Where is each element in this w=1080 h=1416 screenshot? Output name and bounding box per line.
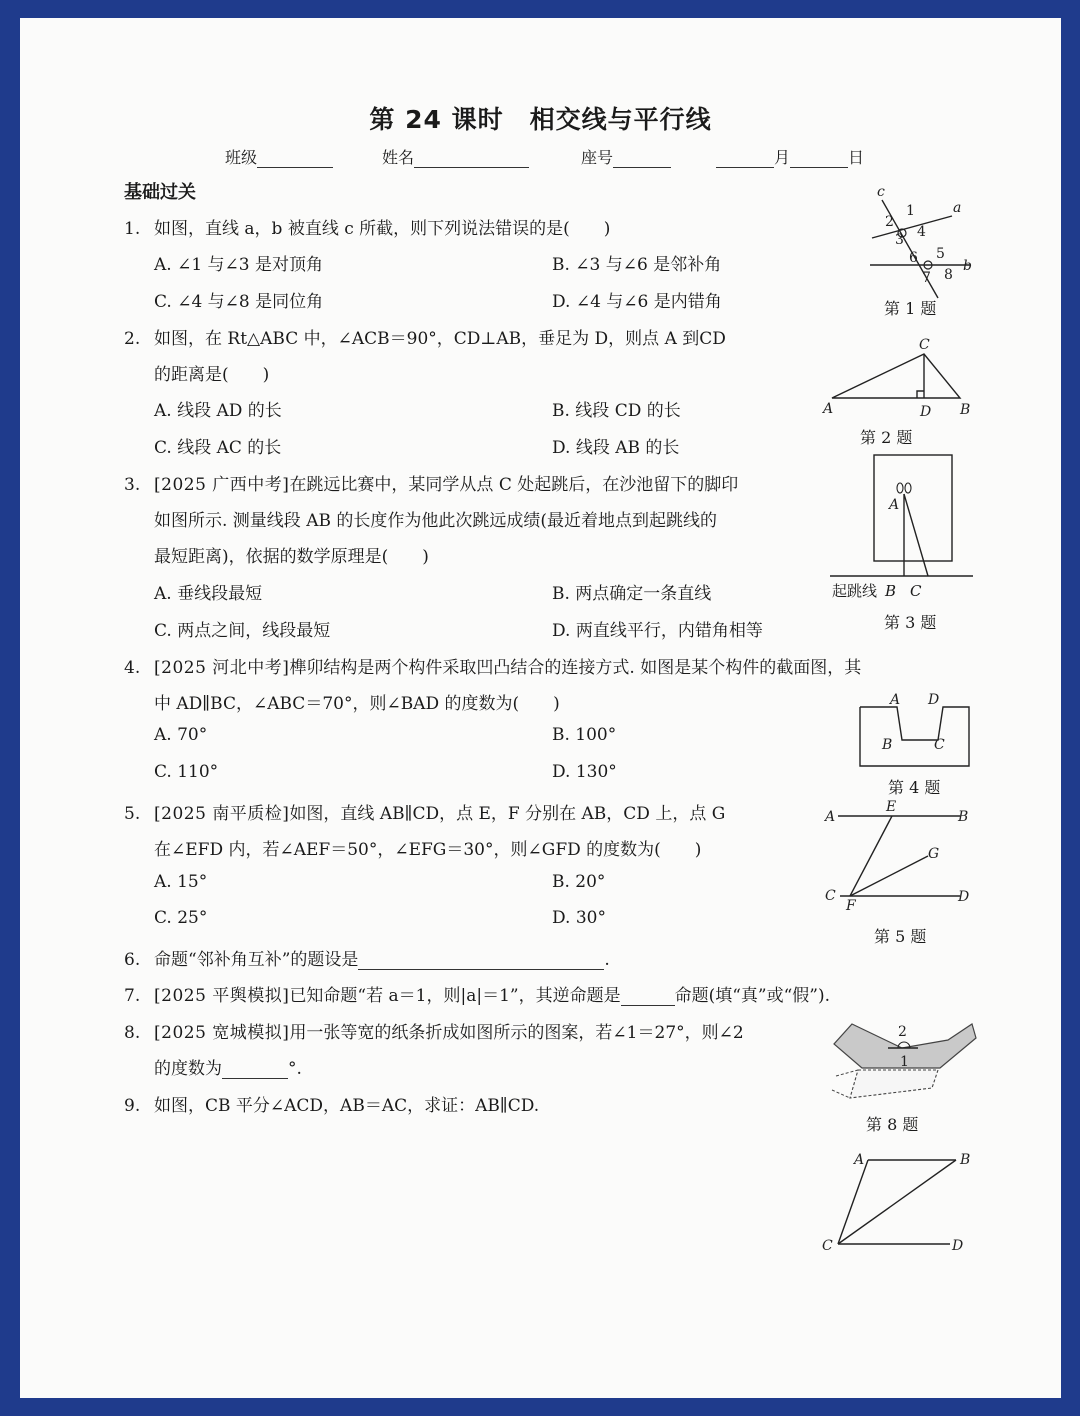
label: 1 bbox=[906, 203, 915, 219]
label: A bbox=[854, 1152, 865, 1168]
label: 2 bbox=[885, 214, 894, 230]
segment-cb bbox=[838, 1160, 956, 1244]
label: 8 bbox=[944, 267, 953, 283]
figure-3-caption: 第 3 题 bbox=[884, 613, 937, 632]
option-b[interactable]: B. 两点确定一条直线 bbox=[552, 584, 712, 604]
figure-8-folded-strip bbox=[828, 1018, 978, 1113]
label: B bbox=[960, 1152, 971, 1168]
option-c[interactable]: C. 110° bbox=[154, 762, 219, 782]
option-a[interactable]: A. ∠1 与∠3 是对顶角 bbox=[154, 255, 324, 275]
figure-2-right-triangle bbox=[820, 336, 980, 426]
month-label: 月 bbox=[774, 148, 791, 167]
label: E bbox=[886, 799, 897, 815]
label: 5 bbox=[936, 246, 945, 262]
figure-3-start-line-label: 起跳线 B C bbox=[832, 582, 922, 600]
option-c[interactable]: C. 两点之间，线段最短 bbox=[154, 621, 331, 641]
option-d[interactable]: D. 两直线平行，内错角相等 bbox=[552, 621, 763, 641]
question-5-line2: 在∠EFD 内，若∠AEF＝50°，∠EFG＝30°，则∠GFD 的度数为( ) bbox=[154, 840, 702, 860]
component-outline bbox=[860, 707, 969, 766]
figure-2-caption: 第 2 题 bbox=[860, 428, 913, 447]
right-angle-mark bbox=[917, 391, 924, 398]
option-b[interactable]: B. 100° bbox=[552, 725, 617, 745]
question-6: 6. 命题“邻补角互补”的题设是 . bbox=[124, 950, 610, 970]
option-c[interactable]: C. 线段 AC 的长 bbox=[154, 438, 282, 458]
section-heading: 基础过关 bbox=[124, 182, 196, 203]
name-field bbox=[382, 145, 529, 168]
option-a[interactable]: A. 15° bbox=[154, 872, 208, 892]
label: C bbox=[822, 1238, 833, 1254]
footprint bbox=[897, 483, 903, 493]
class-blank[interactable] bbox=[257, 151, 333, 168]
question-8-line2: 的度数为 °. bbox=[154, 1059, 302, 1079]
label: B bbox=[958, 809, 969, 825]
day-blank[interactable] bbox=[790, 151, 848, 168]
label: G bbox=[928, 846, 940, 862]
figure-8-caption: 第 8 题 bbox=[866, 1115, 919, 1134]
name-blank[interactable] bbox=[414, 151, 529, 168]
segment-ac bbox=[838, 1160, 868, 1244]
option-c[interactable]: C. ∠4 与∠8 是同位角 bbox=[154, 292, 324, 312]
figure-9-quadrilateral bbox=[820, 1148, 980, 1258]
option-b[interactable]: B. 线段 CD 的长 bbox=[552, 401, 681, 421]
month-blank[interactable] bbox=[716, 151, 774, 168]
question-4: 4. [2025 河北中考]榫卯结构是两个构件采取凹凸结合的连接方式. 如图是某个构件的截面图，其 bbox=[124, 658, 862, 678]
answer-blank[interactable] bbox=[358, 953, 604, 970]
label: B bbox=[960, 402, 971, 418]
figure-1-intersecting-lines bbox=[860, 186, 980, 296]
option-d[interactable]: D. 30° bbox=[552, 908, 606, 928]
segment-fg bbox=[850, 856, 928, 896]
label: C bbox=[919, 337, 930, 353]
strip-edge bbox=[836, 1070, 858, 1076]
question-2: 2. 如图，在 Rt△ABC 中，∠ACB＝90°，CD⊥AB，垂足为 D，则点 A 到CD bbox=[124, 329, 726, 349]
label: c bbox=[877, 184, 885, 200]
seat-label: 座号 bbox=[581, 148, 614, 167]
class-label: 班级 bbox=[225, 148, 258, 167]
question-3-line3: 最短距离)，依据的数学原理是( ) bbox=[154, 547, 429, 567]
line-a bbox=[872, 216, 952, 238]
strip-edge bbox=[832, 1090, 850, 1098]
option-c[interactable]: C. 25° bbox=[154, 908, 208, 928]
question-3-line2: 如图所示. 测量线段 AB 的长度作为他此次跳远成绩(最近着地点到起跳线的 bbox=[154, 511, 718, 531]
label: D bbox=[952, 1238, 964, 1254]
segment-ac bbox=[904, 494, 928, 576]
label: 6 bbox=[909, 250, 918, 266]
worksheet-page bbox=[20, 18, 1061, 1398]
name-label: 姓名 bbox=[382, 148, 415, 167]
question-3: 3. [2025 广西中考]在跳远比赛中，某同学从点 C 处起跳后，在沙池留下的脚印 bbox=[124, 475, 739, 495]
label: A bbox=[823, 401, 834, 417]
question-1: 1. 如图，直线 a，b 被直线 c 所截，则下列说法错误的是( ) bbox=[124, 219, 611, 239]
triangle-abc bbox=[832, 354, 960, 398]
segment-ef bbox=[850, 816, 892, 896]
label: 3 bbox=[895, 232, 904, 248]
day-label: 日 bbox=[848, 148, 865, 167]
label: D bbox=[920, 404, 932, 420]
figure-1-caption: 第 1 题 bbox=[884, 299, 937, 318]
figure-3-long-jump bbox=[828, 450, 978, 580]
question-2-line2: 的距离是( ) bbox=[154, 365, 270, 385]
label: B bbox=[882, 737, 893, 753]
seat-field bbox=[581, 145, 671, 168]
option-a[interactable]: A. 垂线段最短 bbox=[154, 584, 263, 604]
option-a[interactable]: A. 线段 AD 的长 bbox=[154, 401, 282, 421]
date-field bbox=[716, 145, 864, 168]
answer-blank[interactable] bbox=[222, 1062, 288, 1079]
figure-4-mortise-tenon bbox=[856, 692, 976, 772]
option-a[interactable]: A. 70° bbox=[154, 725, 208, 745]
question-8: 8. [2025 宽城模拟]用一张等宽的纸条折成如图所示的图案，若∠1＝27°，则∠2 bbox=[124, 1023, 744, 1043]
label: 2 bbox=[898, 1024, 907, 1040]
label: A bbox=[889, 497, 900, 513]
page-title: 第 24 课时 相交线与平行线 bbox=[369, 105, 712, 134]
option-b[interactable]: B. ∠3 与∠6 是邻补角 bbox=[552, 255, 722, 275]
label: A bbox=[890, 692, 901, 708]
label: b bbox=[963, 258, 972, 274]
option-d[interactable]: D. ∠4 与∠6 是内错角 bbox=[552, 292, 722, 312]
label: 1 bbox=[900, 1054, 909, 1070]
answer-blank[interactable] bbox=[621, 989, 675, 1006]
class-field bbox=[225, 145, 333, 168]
figure-5-parallel-lines bbox=[820, 798, 980, 918]
figure-4-caption: 第 4 题 bbox=[888, 778, 941, 797]
label: 4 bbox=[917, 224, 926, 240]
sand-pit bbox=[874, 455, 952, 561]
label: C bbox=[825, 888, 836, 904]
option-d[interactable]: D. 130° bbox=[552, 762, 617, 782]
question-9: 9. 如图，CB 平分∠ACD，AB＝AC，求证：AB∥CD. bbox=[124, 1096, 540, 1116]
label: a bbox=[953, 200, 962, 216]
question-5: 5. [2025 南平质检]如图，直线 AB∥CD，点 E，F 分别在 AB，CD 上，点 G bbox=[124, 804, 726, 824]
seat-blank[interactable] bbox=[613, 151, 671, 168]
question-4-line2: 中 AD∥BC，∠ABC＝70°，则∠BAD 的度数为( ) bbox=[154, 694, 560, 714]
footprint bbox=[905, 483, 911, 493]
label: D bbox=[958, 889, 970, 905]
label: D bbox=[928, 692, 940, 708]
strip-underside bbox=[850, 1070, 938, 1098]
label: A bbox=[825, 809, 836, 825]
label: C bbox=[934, 737, 945, 753]
option-d[interactable]: D. 线段 AB 的长 bbox=[552, 438, 680, 458]
label: F bbox=[846, 898, 856, 914]
figure-5-caption: 第 5 题 bbox=[874, 927, 927, 946]
label: 7 bbox=[922, 270, 931, 286]
question-7: 7. [2025 平舆模拟]已知命题“若 a＝1，则|a|＝1”，其逆命题是 命题(填“真”或“假”). bbox=[124, 986, 831, 1006]
option-b[interactable]: B. 20° bbox=[552, 872, 606, 892]
